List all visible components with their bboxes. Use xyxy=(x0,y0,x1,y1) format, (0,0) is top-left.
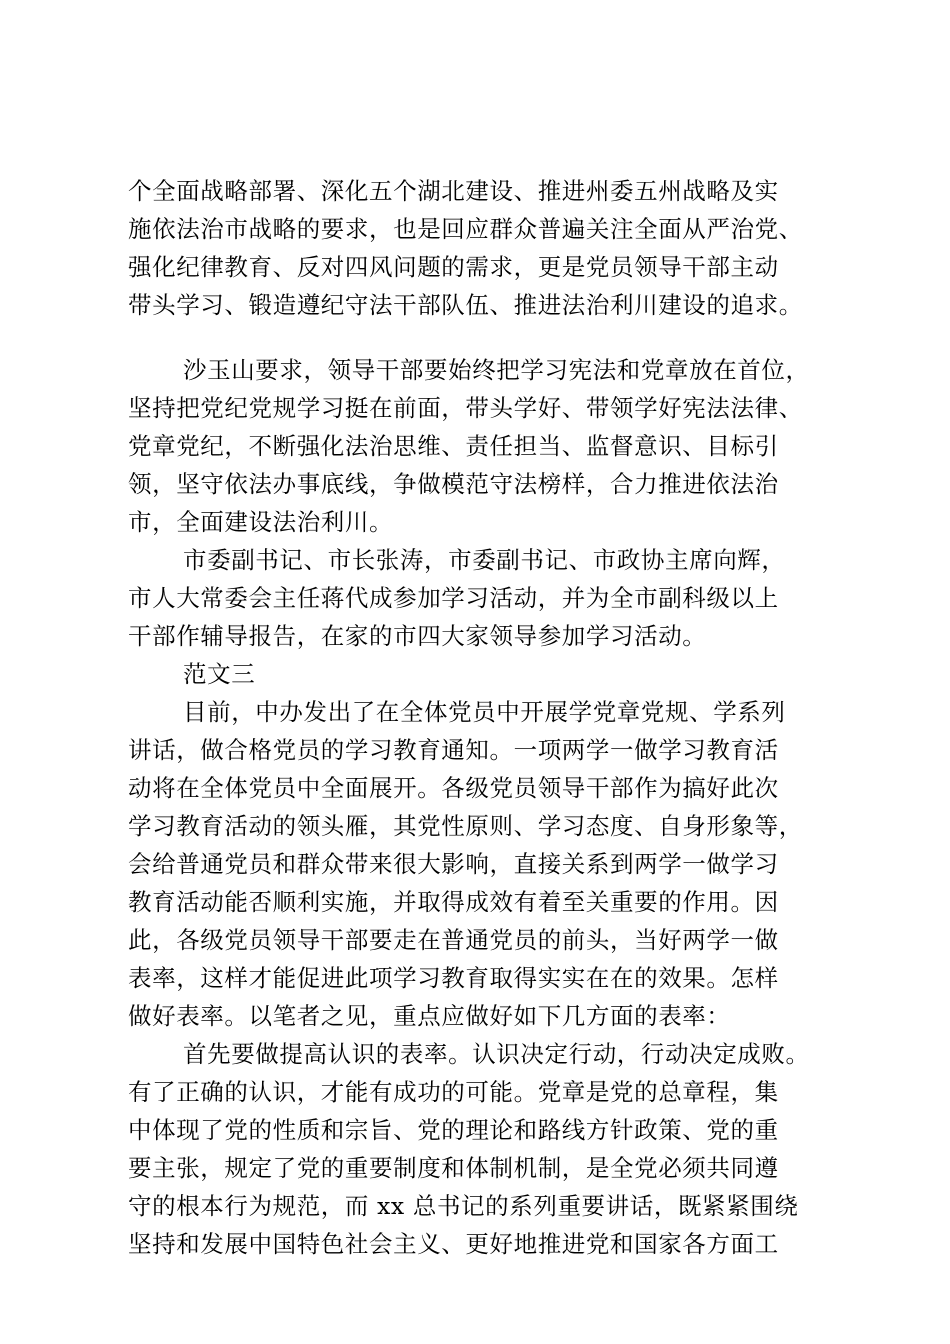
text-line: 党章党纪，不断强化法治思维、责任担当、监督意识、目标引 xyxy=(128,432,779,460)
text-line: 施依法治市战略的要求，也是回应群众普遍关注全面从严治党、 xyxy=(128,215,803,243)
text-line: 目前，中办发出了在全体党员中开展学党章党规、学系列 xyxy=(183,698,786,726)
text-line: 带头学习、锻造遵纪守法干部队伍、推进法治利川建设的追求。 xyxy=(128,291,803,319)
text-line: 强化纪律教育、反对四风问题的需求，更是党员领导干部主动 xyxy=(128,253,779,281)
text-line: 会给普通党员和群众带来很大影响，直接关系到两学一做学习 xyxy=(128,850,779,878)
text-line: 要主张，规定了党的重要制度和体制机制，是全党必须共同遵 xyxy=(128,1154,779,1182)
section-heading: 范文三 xyxy=(183,660,256,688)
text-line: 动将在全体党员中全面展开。各级党员领导干部作为搞好此次 xyxy=(128,774,779,802)
text-line: 此，各级党员领导干部要走在普通党员的前头，当好两学一做 xyxy=(128,926,779,954)
text-line: 做好表率。以笔者之见，重点应做好如下几方面的表率： xyxy=(128,1002,731,1030)
text-line: 市委副书记、市长张涛，市委副书记、市政协主席向辉， xyxy=(183,546,786,574)
text-line: 市人大常委会主任蒋代成参加学习活动，并为全市副科级以上 xyxy=(128,584,779,612)
text-line: 首先要做提高认识的表率。认识决定行动，行动决定成败。 xyxy=(183,1040,810,1068)
text-line: 干部作辅导报告，在家的市四大家领导参加学习活动。 xyxy=(128,622,707,650)
text-line: 领，坚守依法办事底线，争做模范守法榜样，合力推进依法治 xyxy=(128,470,779,498)
text-line: 坚持和发展中国特色社会主义、更好地推进党和国家各方面工 xyxy=(128,1230,779,1258)
text-line: 守的根本行为规范，而 xx 总书记的系列重要讲话，既紧紧围绕 xyxy=(128,1192,799,1220)
text-line: 市，全面建设法治利川。 xyxy=(128,508,394,536)
text-line: 坚持把党纪党规学习挺在前面，带头学好、带领学好宪法法律、 xyxy=(128,394,803,422)
text-line: 学习教育活动的领头雁，其党性原则、学习态度、自身形象等， xyxy=(128,812,803,840)
text-line: 中体现了党的性质和宗旨、党的理论和路线方针政策、党的重 xyxy=(128,1116,779,1144)
text-line: 教育活动能否顺利实施，并取得成效有着至关重要的作用。因 xyxy=(128,888,779,916)
text-line: 表率，这样才能促进此项学习教育取得实实在在的效果。怎样 xyxy=(128,964,779,992)
text-line: 个全面战略部署、深化五个湖北建设、推进州委五州战略及实 xyxy=(128,177,779,205)
text-line: 有了正确的认识，才能有成功的可能。党章是党的总章程，集 xyxy=(128,1078,779,1106)
text-line: 讲话，做合格党员的学习教育通知。一项两学一做学习教育活 xyxy=(128,736,779,764)
text-line: 沙玉山要求，领导干部要始终把学习宪法和党章放在首位， xyxy=(183,356,810,384)
